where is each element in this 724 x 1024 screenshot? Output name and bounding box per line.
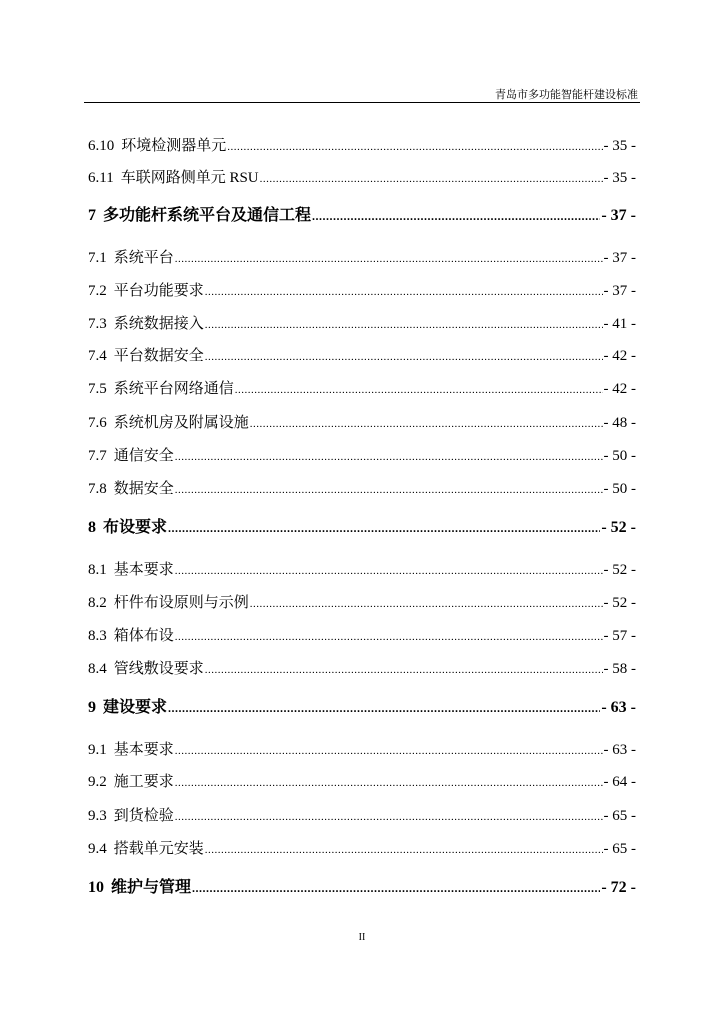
toc-section-entry[interactable] <box>88 413 636 434</box>
toc-dot-leader <box>175 807 603 827</box>
toc-entry-title: 多功能杆系统平台及通信工程 <box>103 207 312 224</box>
toc-dot-leader <box>168 698 600 718</box>
toc-entry-number: 7.6 <box>88 415 107 431</box>
toc-entry-number: 6.10 <box>88 138 115 154</box>
toc-entry-page: - 72 - <box>601 879 636 896</box>
toc-section-entry[interactable] <box>88 659 636 680</box>
toc-dot-leader <box>205 282 603 302</box>
toc-entry-title: 施工要求 <box>113 774 174 790</box>
toc-section-entry[interactable] <box>88 479 636 500</box>
toc-entry-title: 平台功能要求 <box>113 283 204 299</box>
toc-entry-number: 7.8 <box>88 481 107 497</box>
toc-entry-title: 系统平台 <box>113 250 174 266</box>
toc-entry-title: 杆件布设原则与示例 <box>113 595 249 611</box>
toc-dot-leader <box>175 249 603 269</box>
toc-dot-leader <box>312 206 600 226</box>
toc-section-entry[interactable] <box>88 560 636 581</box>
toc-chapter-entry[interactable] <box>88 878 636 898</box>
toc-entry-title: 维护与管理 <box>111 879 192 896</box>
toc-dot-leader <box>250 594 603 614</box>
toc-section-entry[interactable] <box>88 379 636 400</box>
toc-entry-number: 8 <box>88 519 96 536</box>
toc-entry-title: 系统机房及附属设施 <box>113 415 249 431</box>
toc-entry-number: 7.3 <box>88 316 107 332</box>
toc-entry-number: 9.2 <box>88 774 107 790</box>
toc-entry-title: 布设要求 <box>103 519 168 536</box>
toc-section-entry[interactable] <box>88 593 636 614</box>
toc-section-entry[interactable] <box>88 740 636 761</box>
toc-entry-page: - 52 - <box>603 562 636 578</box>
toc-entry-title: 系统平台网络通信 <box>113 381 234 397</box>
toc-entry-number: 7.7 <box>88 448 107 464</box>
toc-dot-leader <box>260 169 603 189</box>
toc-entry-title: 数据安全 <box>113 481 174 497</box>
toc-entry-title: 车联网路侧单元 RSU <box>120 170 259 186</box>
toc-section-entry[interactable] <box>88 346 636 367</box>
toc-entry-number: 8.3 <box>88 628 107 644</box>
toc-section-entry[interactable] <box>88 626 636 647</box>
toc-entry-page: - 52 - <box>601 519 636 536</box>
toc-dot-leader <box>175 627 603 647</box>
toc-dot-leader <box>235 380 603 400</box>
toc-section-entry[interactable] <box>88 136 636 157</box>
toc-chapter-entry[interactable] <box>88 698 636 718</box>
toc-entry-title: 平台数据安全 <box>113 348 204 364</box>
running-header-title: 青岛市多功能智能杆建设标准 <box>495 88 638 101</box>
toc-entry-title: 箱体布设 <box>113 628 174 644</box>
toc-entry-number: 10 <box>88 879 104 896</box>
toc-section-entry[interactable] <box>88 446 636 467</box>
toc-dot-leader <box>227 137 602 157</box>
toc-dot-leader <box>175 741 603 761</box>
toc-entry-number: 7.2 <box>88 283 107 299</box>
toc-entry-title: 到货检验 <box>113 808 174 824</box>
toc-section-entry[interactable] <box>88 281 636 302</box>
toc-entry-page: - 64 - <box>603 774 636 790</box>
toc-dot-leader <box>175 561 603 581</box>
toc-entry-page: - 65 - <box>603 808 636 824</box>
toc-entry-page: - 58 - <box>603 661 636 677</box>
toc-dot-leader <box>192 878 600 898</box>
toc-entry-page: - 35 - <box>603 170 636 186</box>
toc-entry-title: 建设要求 <box>103 699 168 716</box>
toc-entry-number: 6.11 <box>88 170 114 186</box>
toc-entry-page: - 50 - <box>603 481 636 497</box>
toc-chapter-entry[interactable] <box>88 518 636 538</box>
toc-entry-title: 环境检测器单元 <box>121 138 227 154</box>
toc-entry-number: 9.3 <box>88 808 107 824</box>
toc-entry-page: - 42 - <box>603 348 636 364</box>
toc-entry-page: - 57 - <box>603 628 636 644</box>
toc-entry-number: 7 <box>88 207 96 224</box>
toc-entry-title: 通信安全 <box>113 448 174 464</box>
toc-entry-page: - 63 - <box>601 699 636 716</box>
toc-entry-number: 8.2 <box>88 595 107 611</box>
toc-section-entry[interactable] <box>88 772 636 793</box>
toc-section-entry[interactable] <box>88 314 636 335</box>
toc-dot-leader <box>250 414 603 434</box>
toc-chapter-entry[interactable] <box>88 206 636 226</box>
toc-entry-title: 基本要求 <box>113 562 174 578</box>
toc-dot-leader <box>175 773 603 793</box>
toc-entry-number: 8.1 <box>88 562 107 578</box>
toc-entry-title: 系统数据接入 <box>113 316 204 332</box>
toc-section-entry[interactable] <box>88 248 636 269</box>
toc-entry-title: 基本要求 <box>113 742 174 758</box>
toc-entry-page: - 52 - <box>603 595 636 611</box>
toc-dot-leader <box>205 315 603 335</box>
toc-entry-number: 9.4 <box>88 841 107 857</box>
toc-entry-page: - 37 - <box>603 250 636 266</box>
page-number: II <box>358 932 366 943</box>
toc-section-entry[interactable] <box>88 168 636 189</box>
toc-section-entry[interactable] <box>88 806 636 827</box>
toc-entry-page: - 65 - <box>603 841 636 857</box>
toc-entry-page: - 42 - <box>603 381 636 397</box>
toc-entry-page: - 63 - <box>603 742 636 758</box>
toc-entry-number: 9 <box>88 699 96 716</box>
toc-dot-leader <box>168 518 600 538</box>
toc-entry-page: - 37 - <box>603 283 636 299</box>
toc-entry-number: 7.4 <box>88 348 107 364</box>
toc-entry-page: - 50 - <box>603 448 636 464</box>
toc-dot-leader <box>175 480 603 500</box>
toc-dot-leader <box>175 447 603 467</box>
toc-dot-leader <box>205 840 603 860</box>
toc-entry-page: - 48 - <box>603 415 636 431</box>
toc-section-entry[interactable] <box>88 839 636 860</box>
toc-entry-number: 7.1 <box>88 250 107 266</box>
toc-entry-title: 搭载单元安装 <box>113 841 204 857</box>
toc-entry-title: 管线敷设要求 <box>113 661 204 677</box>
toc-entry-page: - 37 - <box>601 207 636 224</box>
toc-entry-page: - 41 - <box>603 316 636 332</box>
toc-dot-leader <box>205 347 603 367</box>
toc-entry-number: 8.4 <box>88 661 107 677</box>
toc-entry-number: 9.1 <box>88 742 107 758</box>
toc-dot-leader <box>205 660 603 680</box>
toc-entry-page: - 35 - <box>603 138 636 154</box>
toc-entry-number: 7.5 <box>88 381 107 397</box>
header-divider <box>84 102 640 103</box>
